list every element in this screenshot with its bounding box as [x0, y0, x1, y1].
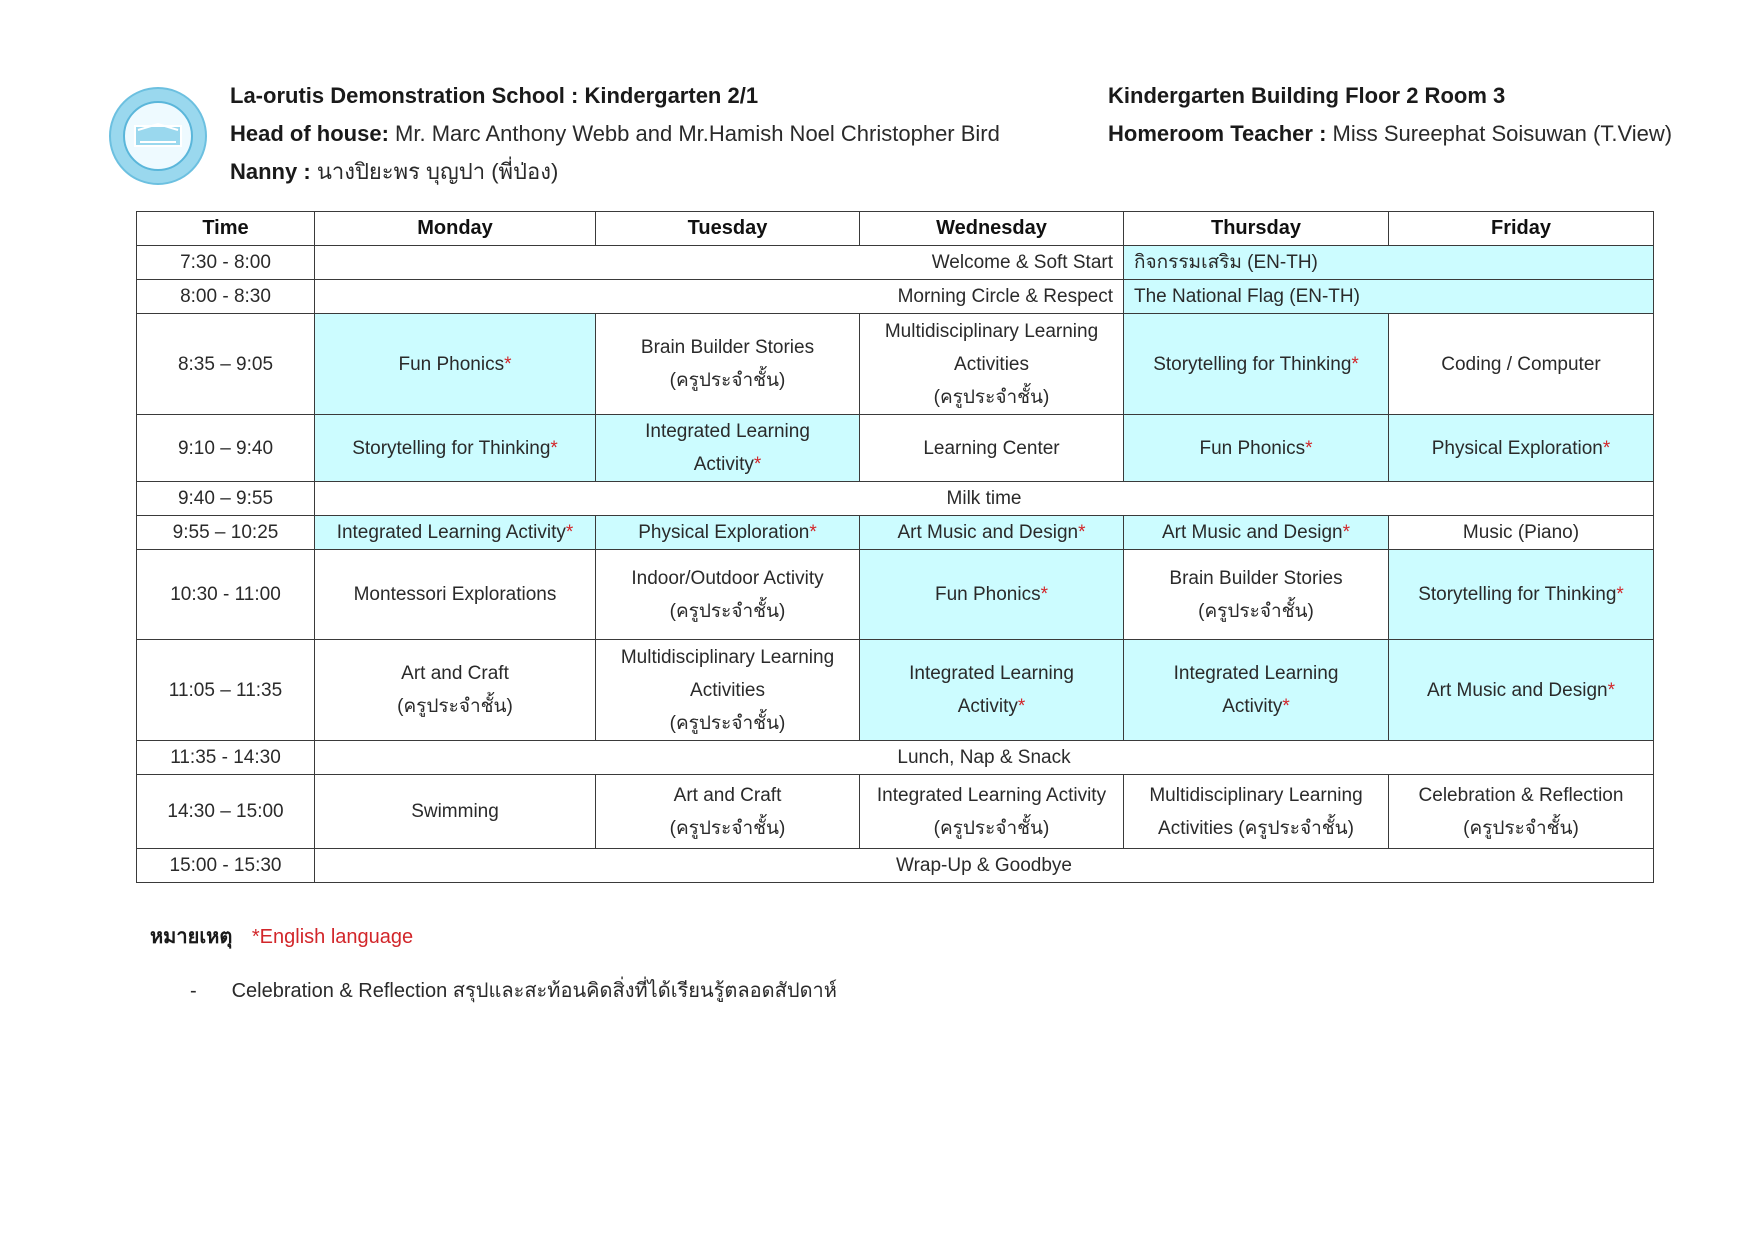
activity-teacher: (ครูประจำชั้น)	[933, 386, 1050, 408]
time-cell: 7:30 - 8:00	[137, 246, 315, 280]
activity-cell	[315, 516, 596, 550]
activity-teacher: (ครูประจำชั้น)	[1198, 600, 1314, 622]
english-marker: *	[1078, 522, 1086, 543]
school-logo	[108, 86, 208, 186]
table-row	[137, 280, 1654, 314]
activity-text: Activity	[693, 454, 754, 475]
table-row	[137, 550, 1654, 640]
time-cell: 9:55 – 10:25	[137, 516, 315, 550]
activity-text: Integrated Learning Activity	[336, 522, 566, 543]
activity-text: Multidisciplinary Learning	[1149, 784, 1363, 806]
activity-cell: The National Flag (EN-TH)	[1124, 280, 1654, 314]
time-cell: 9:40 – 9:55	[137, 482, 315, 516]
activity-cell: Wrap-Up & Goodbye	[315, 849, 1654, 883]
activity-cell	[1124, 246, 1654, 280]
activity-cell	[596, 640, 860, 741]
header-left	[230, 77, 1000, 191]
activity-text: Activities (ครูประจำชั้น)	[1158, 817, 1354, 839]
bullet-text: Celebration & Reflection สรุปและสะท้อนคิดสิ่งที่ได้เรียนรู้ตลอดสัปดาห์	[231, 980, 837, 1002]
activity-teacher: (ครูประจำชั้น)	[669, 817, 786, 839]
english-marker: *	[1602, 437, 1611, 459]
header-right	[1108, 77, 1672, 153]
notes	[150, 920, 413, 952]
table-row	[137, 482, 1654, 516]
english-marker: *	[753, 454, 762, 475]
activity-text: Storytelling for Thinking	[1153, 353, 1352, 375]
activity-cell: Montessori Explorations	[315, 550, 596, 640]
activity-text: Storytelling for Thinking	[352, 437, 551, 459]
time-cell: 11:35 - 14:30	[137, 741, 315, 775]
activity-cell	[315, 415, 596, 482]
activity-text: Multidisciplinary Learning	[620, 646, 835, 668]
activity-text: Art and Craft	[673, 784, 782, 806]
nanny-value: นางปิยะพร บุญปา (พี่ป่อง)	[316, 159, 559, 184]
activity-teacher: (ครูประจำชั้น)	[1463, 817, 1579, 839]
activity-text: Art and Craft	[401, 663, 509, 684]
activity-teacher: (ครูประจำชั้น)	[669, 712, 786, 734]
activity-cell: Lunch, Nap & Snack	[315, 741, 1654, 775]
time-cell: 8:00 - 8:30	[137, 280, 315, 314]
notes-bullet	[190, 974, 837, 1006]
activity-text: Indoor/Outdoor Activity	[631, 567, 824, 589]
bullet-dash: -	[190, 980, 197, 1002]
activity-cell	[1389, 415, 1654, 482]
english-marker: *	[1342, 522, 1350, 543]
activity-text: Fun Phonics	[398, 353, 505, 375]
table-row	[137, 314, 1654, 415]
table-row	[137, 516, 1654, 550]
activity-cell	[1124, 775, 1389, 849]
activity-cell	[860, 775, 1124, 849]
activity-cell	[1124, 516, 1389, 550]
homeroom-label: Homeroom Teacher :	[1108, 121, 1327, 146]
english-marker: *	[550, 437, 558, 459]
time-cell: 14:30 – 15:00	[137, 775, 315, 849]
activity-cell: Swimming	[315, 775, 596, 849]
table-row	[137, 775, 1654, 849]
activity-text: Physical Exploration	[638, 522, 810, 543]
activity-cell	[1389, 640, 1654, 741]
activity-cell	[596, 516, 860, 550]
col-header-friday: Friday	[1389, 212, 1654, 246]
activity-cell	[860, 550, 1124, 640]
activity-cell	[596, 550, 860, 640]
school-title: La-orutis Demonstration School : Kindergarten 2/1	[230, 83, 759, 108]
activity-text: Fun Phonics	[934, 584, 1041, 605]
table-row	[137, 415, 1654, 482]
activity-teacher: (ครูประจำชั้น)	[933, 817, 1050, 839]
head-of-house-value: Mr. Marc Anthony Webb and Mr.Hamish Noel Christopher Bird	[395, 121, 1000, 146]
activity-cell	[1124, 415, 1389, 482]
activity-teacher: (ครูประจำชั้น)	[397, 696, 513, 717]
activity-cell	[1124, 640, 1389, 741]
english-marker: *	[565, 522, 574, 543]
activity-text: Brain Builder Stories	[1169, 567, 1343, 589]
activity-cell: Morning Circle & Respect	[315, 280, 1124, 314]
time-cell: 9:10 – 9:40	[137, 415, 315, 482]
activity-text: Art Music and Design	[1427, 679, 1608, 701]
activity-cell: Milk time	[315, 482, 1654, 516]
time-cell: 15:00 - 15:30	[137, 849, 315, 883]
activity-cell	[860, 314, 1124, 415]
head-of-house-label: Head of house:	[230, 121, 389, 146]
activity-text: Fun Phonics	[1199, 437, 1306, 459]
activity-cell	[1389, 550, 1654, 640]
english-marker: *	[1305, 437, 1313, 459]
english-language-note: *English language	[251, 926, 414, 948]
table-row	[137, 246, 1654, 280]
activity-teacher: (ครูประจำชั้น)	[669, 600, 786, 622]
english-marker: *	[1017, 696, 1026, 717]
activity-cell	[596, 314, 860, 415]
activity-cell	[596, 415, 860, 482]
activity-text: Integrated Learning	[909, 663, 1074, 684]
activity-cell	[1124, 314, 1389, 415]
english-marker: *	[1351, 353, 1359, 375]
table-row	[137, 640, 1654, 741]
nanny-label: Nanny :	[230, 159, 311, 184]
english-marker: *	[1040, 584, 1049, 605]
activity-text: Activities	[690, 679, 765, 701]
activity-text: Multidisciplinary Learning	[884, 320, 1099, 342]
activity-cell: Coding / Computer	[1389, 314, 1654, 415]
activity-teacher: (ครูประจำชั้น)	[669, 370, 786, 391]
col-header-monday: Monday	[315, 212, 596, 246]
activity-cell: Learning Center	[860, 415, 1124, 482]
activity-cell	[315, 314, 596, 415]
col-header-tuesday: Tuesday	[596, 212, 860, 246]
time-cell: 10:30 - 11:00	[137, 550, 315, 640]
activity-cell	[860, 640, 1124, 741]
activity-text: Activity	[1222, 696, 1283, 717]
activity-text: Art Music and Design	[897, 522, 1079, 543]
col-header-wednesday: Wednesday	[860, 212, 1124, 246]
table-header-row	[137, 212, 1654, 246]
english-marker: *	[1282, 696, 1290, 717]
building-room: Kindergarten Building Floor 2 Room 3	[1108, 83, 1506, 108]
activity-text: Integrated Learning	[645, 421, 810, 442]
activity-cell	[1124, 550, 1389, 640]
activity-cell: Music (Piano)	[1389, 516, 1654, 550]
activity-cell	[860, 516, 1124, 550]
col-header-time: Time	[137, 212, 315, 246]
activity-text: Activities	[954, 353, 1029, 375]
homeroom-value: Miss Sureephat Soisuwan (T.View)	[1332, 121, 1673, 146]
table-row	[137, 849, 1654, 883]
activity-text: กิจกรรมเสริม (EN-TH)	[1134, 252, 1318, 273]
activity-cell	[596, 775, 860, 849]
table-row	[137, 741, 1654, 775]
activity-text: Activity	[957, 696, 1018, 717]
english-marker: *	[1607, 679, 1615, 701]
activity-text: Art Music and Design	[1162, 522, 1343, 543]
activity-text: Brain Builder Stories	[640, 337, 815, 358]
activity-text: Celebration & Reflection	[1418, 784, 1624, 806]
activity-cell	[315, 640, 596, 741]
activity-text: Integrated Learning Activity	[876, 784, 1107, 806]
english-marker: *	[504, 353, 512, 375]
activity-text: Physical Exploration	[1431, 437, 1603, 459]
activity-text: Integrated Learning	[1173, 663, 1339, 684]
activity-text: Storytelling for Thinking	[1418, 584, 1617, 605]
schedule-table	[136, 211, 1654, 883]
time-cell: 11:05 – 11:35	[137, 640, 315, 741]
english-marker: *	[1616, 584, 1624, 605]
activity-cell: Welcome & Soft Start	[315, 246, 1124, 280]
english-marker: *	[809, 522, 817, 543]
time-cell: 8:35 – 9:05	[137, 314, 315, 415]
col-header-thursday: Thursday	[1124, 212, 1389, 246]
notes-label: หมายเหตุ	[150, 926, 233, 948]
activity-cell	[1389, 775, 1654, 849]
